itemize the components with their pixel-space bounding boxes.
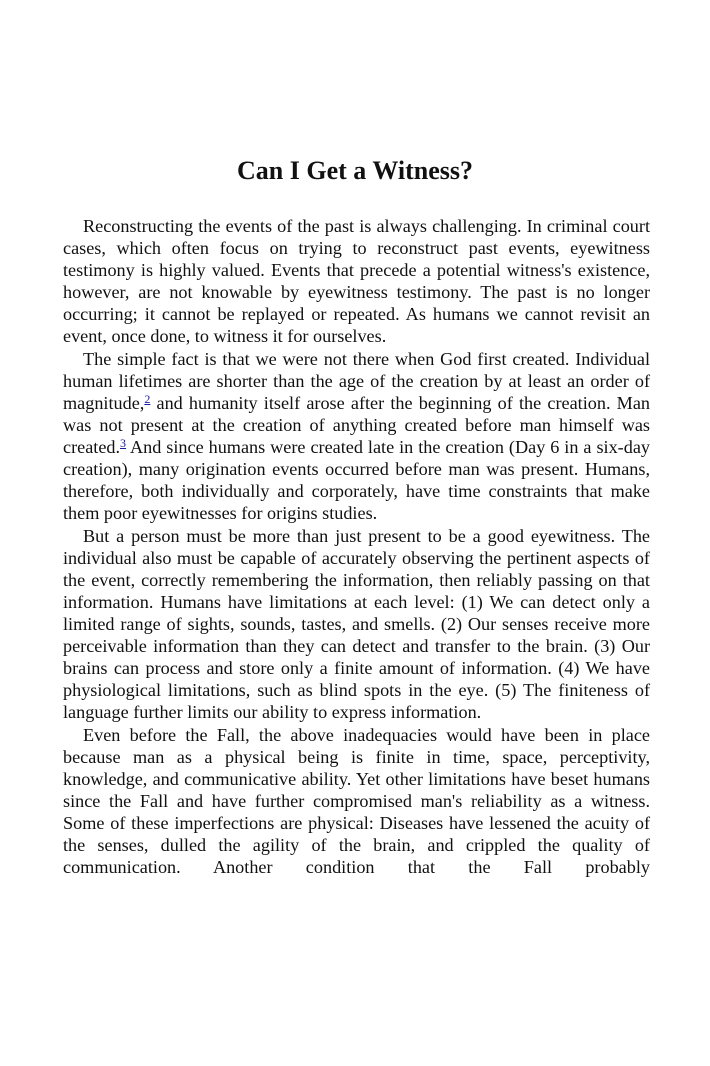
paragraph-2-part-2: and humanity itself arose after the beginning of the creation. Man was not present at the creation of anything created before man himself was created. [63,393,650,457]
body-text [63,215,650,879]
footnote-link-2[interactable]: 2 [144,392,151,406]
paragraph-1: Reconstructing the events of the past is always challenging. In criminal court cases, which often focus on trying to reconstruct past events, eyewitness testimony is highly valued. Events that precede a potential witness's existence, however, are not knowable by eyewitness testimony. The past is no longer occurring; it cannot be replayed or repeated. As humans we cannot revisit an event, once done, to witness it for ourselves. [63,216,650,346]
footnote-link-3[interactable]: 3 [120,436,127,450]
paragraph-4: Even before the Fall, the above inadequacies would have been in place because man as a physical being is finite in time, space, perceptivity, knowledge, and communicative ability. Yet other limitations have beset humans since the Fall and have further compromised man's reliability as a witness. Some of these imperfections are physical: Diseases have lessened the acuity of the senses, dulled the agility of the brain, and crippled the quality of communication. Another condition that the Fall probably [63,725,650,877]
paragraph-3: But a person must be more than just present to be a good eyewitness. The individual also must be capable of accurately observing the pertinent aspects of the event, correctly remembering the information, then reliably passing on that information. Humans have limitations at each level: (1) We can detect only a limited range of sights, sounds, tastes, and smells. (2) Our senses receive more perceivable information than they can detect and transfer to the brain. (3) Our brains can process and store only a finite amount of information. (4) We have physiological limitations, such as blind spots in the eye. (5) The finiteness of language further limits our ability to express information. [63,526,650,722]
paragraph-2-part-1: The simple fact is that we were not there when God first created. Individual human lifetimes are shorter than the age of the creation by at least an order of magnitude, [63,349,650,413]
paragraph-2 [63,348,650,524]
chapter-title: Can I Get a Witness? [237,156,473,185]
paragraph-2-part-3: And since humans were created late in the creation (Day 6 in a six-day creation), many origination events occurred before man was present. Humans, therefore, both individually and corporately, have time constraints that make them poor eyewitnesses for origins studies. [63,437,650,523]
